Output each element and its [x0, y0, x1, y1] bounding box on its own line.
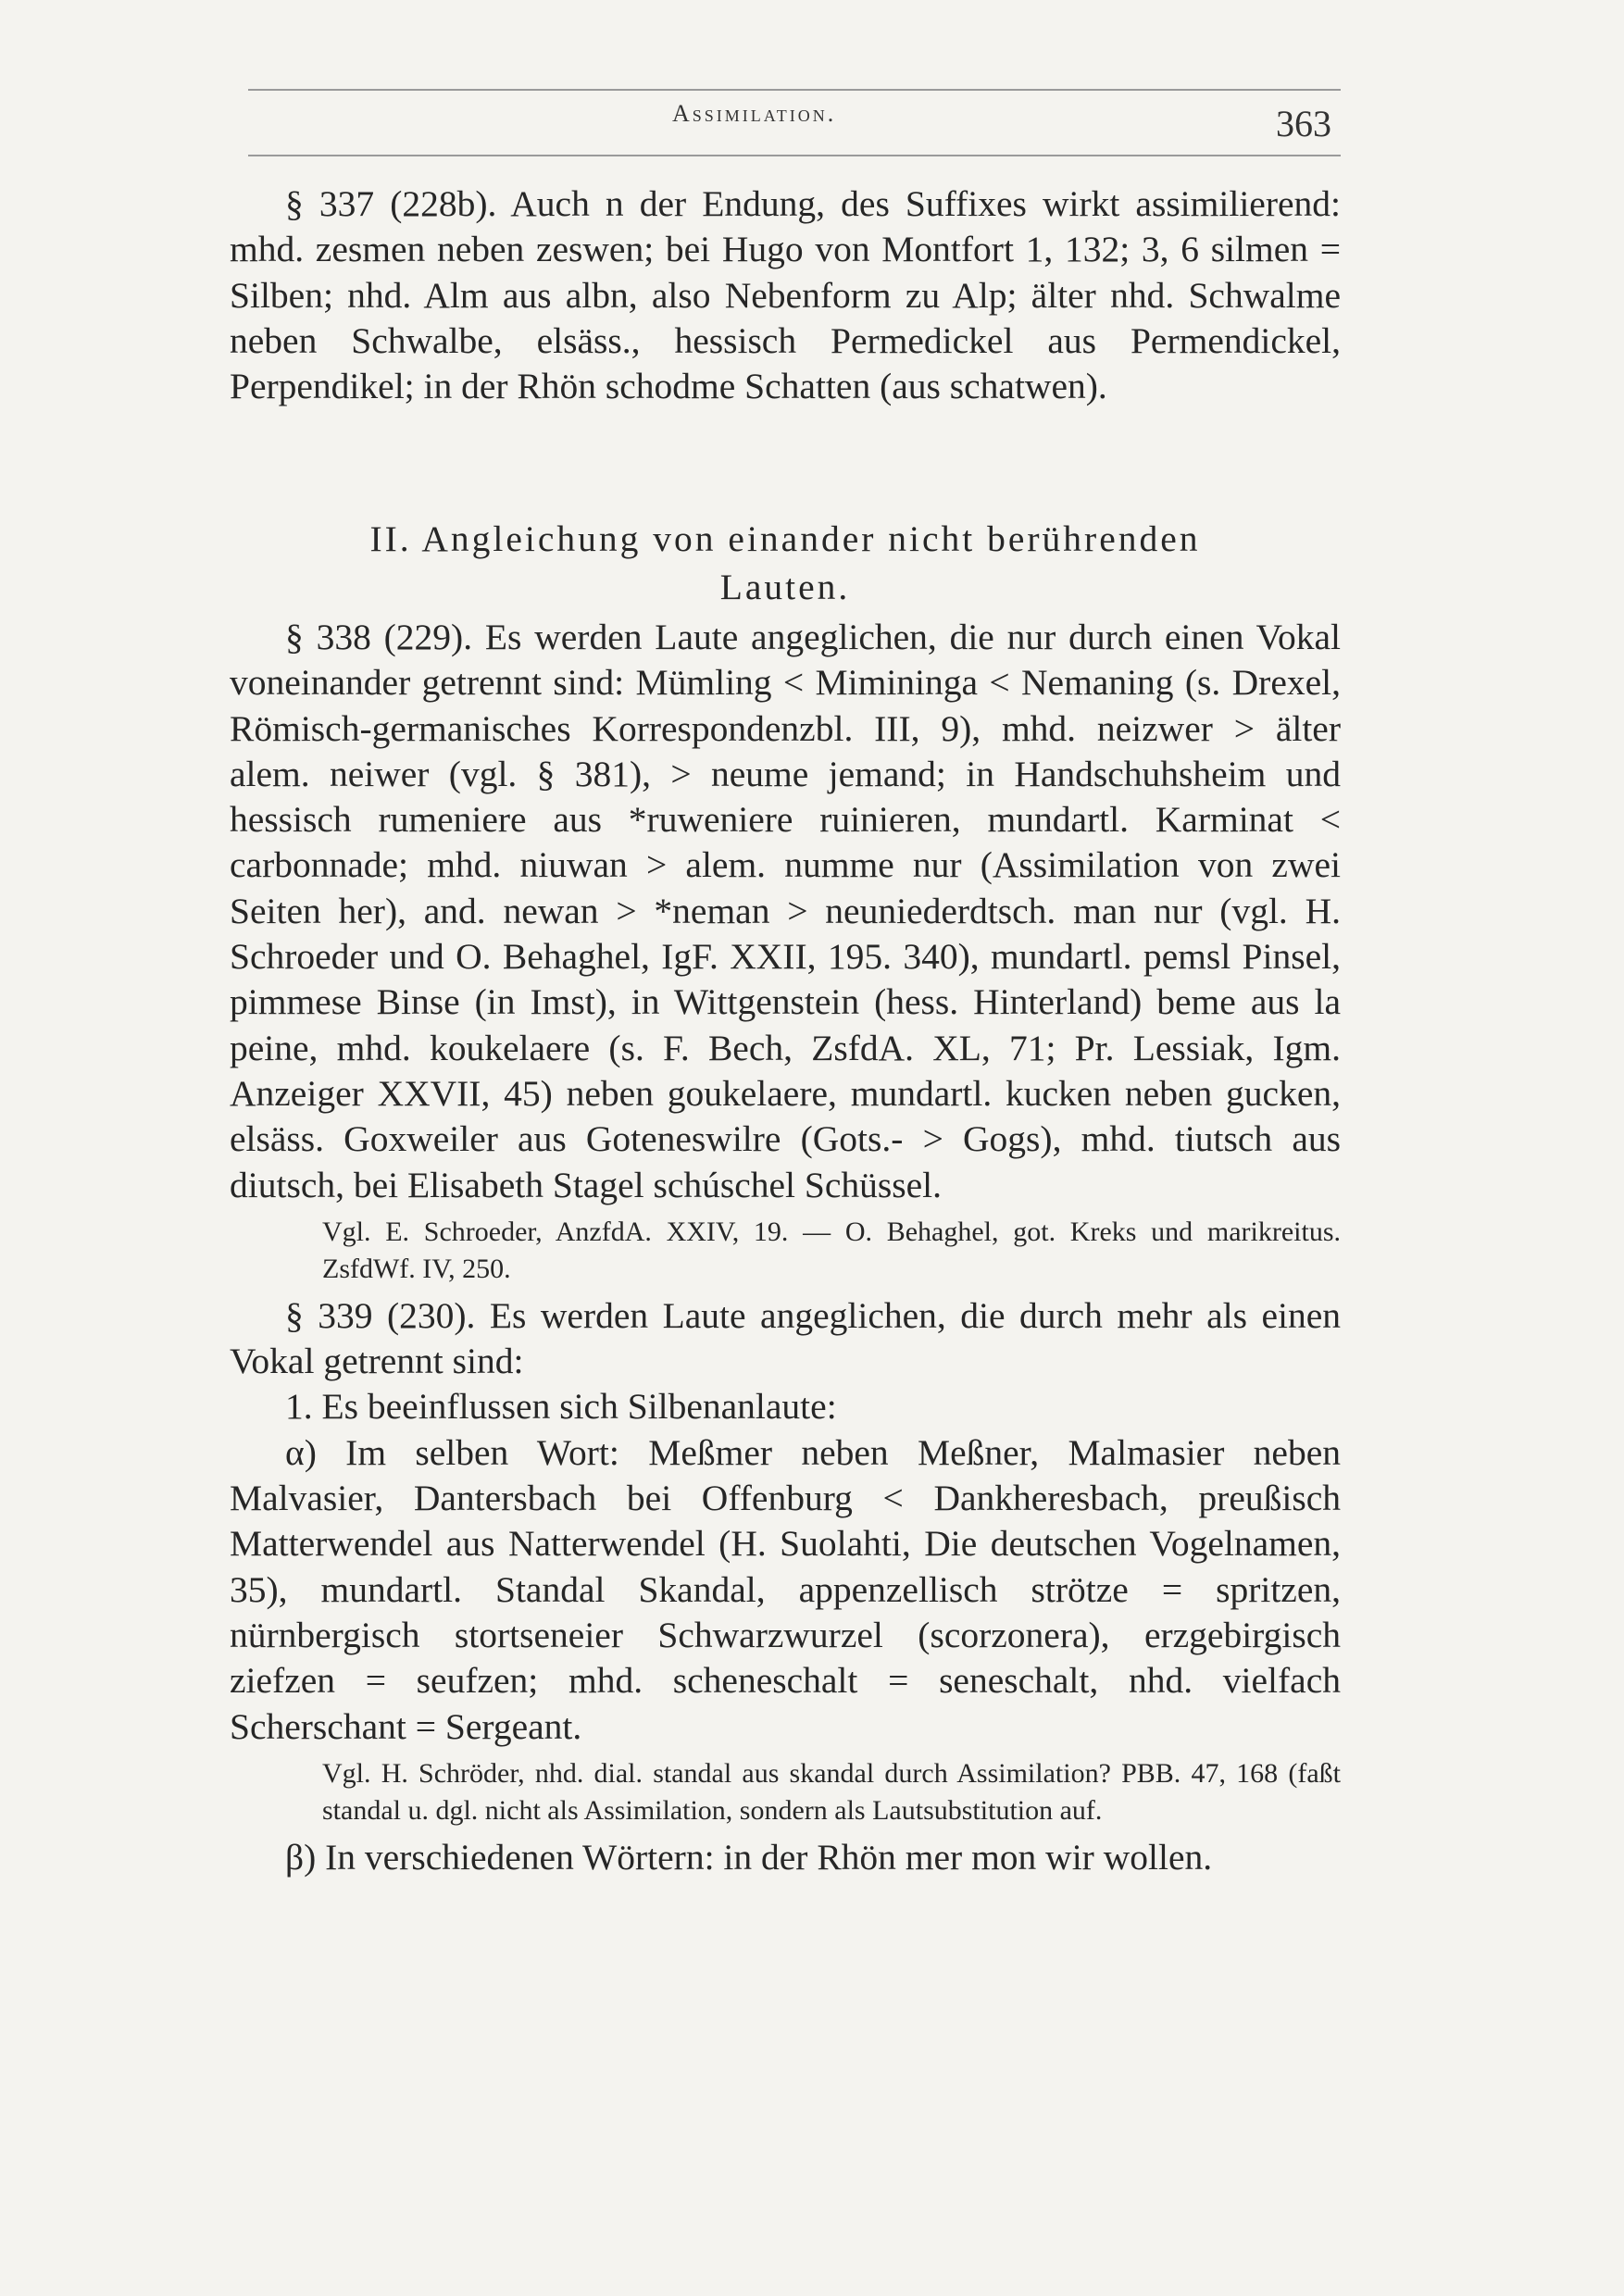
section-337-paragraph: § 337 (228b). Auch n der Endung, des Suffixes wirkt assimilierend: mhd. zesmen neben zeswen; bei Hugo von Montfort 1, 132; 3, 6 silmen = Silben; nhd. Alm aus albn, also Nebenform zu Alp; älter nhd. Schwalme neben Schwalbe, elsäss., hessisch Permedickel aus Permendickel, Perpendikel; in der Rhön schodme Schatten (aus schatwen). [230, 183, 1341, 407]
section-338 [230, 615, 1341, 1880]
section-heading-line-2: Lauten. [719, 567, 851, 607]
running-head: Assimilation. [672, 100, 837, 127]
section-339-intro: § 339 (230). Es werden Laute angeglichen, die durch mehr als einen Vokal getrennt sind: [230, 1294, 1341, 1382]
header-rule-bottom [248, 155, 1341, 156]
section-339-item-1: 1. Es beeinflussen sich Silbenanlaute: [285, 1386, 837, 1428]
section-338-footnote: Vgl. E. Schroeder, AnzfdA. XXIV, 19. — O. Behaghel, got. Kreks und marikreitus. ZsfdWf. IV, 250. [322, 1216, 1341, 1284]
section-338-paragraph: § 338 (229). Es werden Laute angeglichen, die nur durch einen Vokal voneinander getrennt sind: Mümling < Mimininga < Nemaning (s. Drexel, Römisch-germanisches Korrespondenzbl. III, 9), mhd. neizwer > älter alem. neiwer (vgl. § 381), > neume jemand; in Handschuhsheim und hessisch rumeniere aus *ruweniere ruinieren, mundartl. Karminat < carbonnade; mhd. niuwan > alem. numme nur (Assimilation von zwei Seiten her), and. newan > *neman > neuniederdtsch. man nur (vgl. H. Schroeder und O. Behaghel, IgF. XXII, 195. 340), mundartl. pemsl Pinsel, pimmese Binse (in Imst), in Wittgenstein (hess. Hinterland) beme aus la peine, mhd. koukelaere (s. F. Bech, ZsfdA. XL, 71; Pr. Lessiak, Igm. Anzeiger XXVII, 45) neben goukelaere, mundartl. kucken neben gucken, elsäss. Goxweiler aus Goteneswilre (Gots.- > Gogs), mhd. tiutsch aus diutsch, bei Elisabeth Stagel schúschel Schüssel. [230, 617, 1341, 1205]
section-337 [230, 181, 1341, 409]
header-rule-top [248, 89, 1341, 91]
section-339-alpha: α) Im selben Wort: Meßmer neben Meßner, Malmasier neben Malvasier, Dantersbach bei Offenburg < Dankheresbach, preußisch Matterwendel aus Natterwendel (H. Suolahti, Die deutschen Vogelnamen, 35), mundartl. Standal Skandal, appenzellisch strötze = spritzen, nürnbergisch stortseneier Schwarzwurzel (scorzonera), erzgebirgisch ziefzen = seufzen; mhd. scheneschalt = seneschalt, nhd. vielfach Scherschant = Sergeant. [230, 1431, 1341, 1747]
section-heading-line-1: II. Angleichung von einander nicht berührenden [369, 518, 1201, 559]
section-heading [230, 515, 1341, 611]
section-339-footnote: Vgl. H. Schröder, nhd. dial. standal aus skandal durch Assimilation? PBB. 47, 168 (faßt standal u. dgl. nicht als Assimilation, sondern als Lautsubstitution auf. [322, 1757, 1341, 1826]
page-number: 363 [1276, 103, 1331, 144]
section-339-beta: β) In verschiedenen Wörtern: in der Rhön mer mon wir wollen. [285, 1836, 1213, 1878]
